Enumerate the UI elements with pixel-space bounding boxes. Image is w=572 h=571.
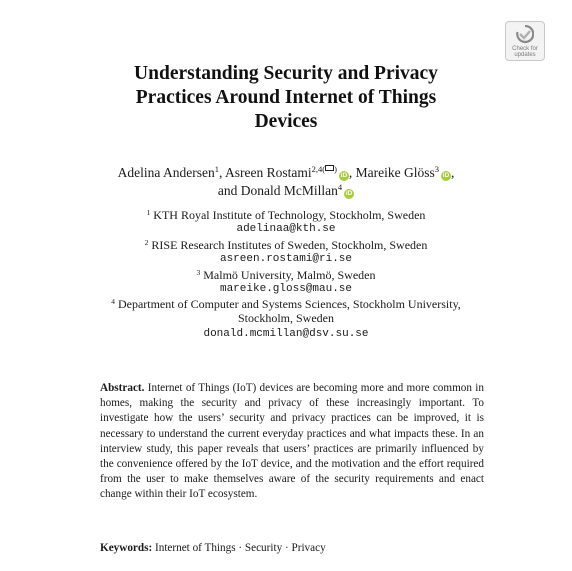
check-for-updates-badge[interactable] xyxy=(505,21,545,61)
abstract-label: Abstract. xyxy=(100,382,145,394)
orcid-icon[interactable]: iD xyxy=(442,172,450,179)
author-sup: 3 xyxy=(434,164,440,174)
email[interactable]: donald.mcmillan@dsv.su.se xyxy=(203,328,369,340)
orcid-icon[interactable]: iD xyxy=(340,172,348,179)
title-line-2: Practices Around Internet of Things xyxy=(135,87,437,108)
author-sup: 4 xyxy=(337,182,343,192)
envelope-icon[interactable] xyxy=(325,165,334,171)
author-sup: 2,4( xyxy=(311,164,326,174)
author-name: Asreen Rostami xyxy=(224,165,312,180)
email[interactable]: mareike.gloss@mau.se xyxy=(219,283,353,295)
orcid-icon[interactable]: iD xyxy=(345,190,353,197)
email[interactable]: asreen.rostami@ri.se xyxy=(219,253,353,265)
affiliation-4: $^4$ Department of Computer and Systems Sciences, Stockholm University, Stockholm, Sweden donald.mcmillan@dsv.su.se xyxy=(0,297,572,341)
paper-title xyxy=(0,62,572,134)
abstract-text: Internet of Things (IoT) devices are becoming more and more common in homes, making the security and privacy of these increasingly important. To investigate how the users’ security and privacy practices can be improved, it is necessary to understand the current everyday practices and what impacts these. In an interview study, this paper reveals that users’ practices are primarily influenced by the convenience offered by the IoT device, and the motivation and the effort required from the user to make themselves aware of the security requirements and enact change within their IoT ecosystem. xyxy=(100,382,484,501)
badge-label: Check for updates xyxy=(512,46,538,58)
email[interactable]: adelinaa@kth.se xyxy=(236,223,336,235)
title-line-3: Devices xyxy=(254,111,318,132)
keywords-label: Keywords: xyxy=(100,542,153,554)
check-for-updates-icon xyxy=(516,25,534,45)
author-name: Mareike Glöss xyxy=(355,165,435,180)
keywords-text: Internet of Things · Security · Privacy xyxy=(155,542,326,554)
affiliation-2: $^2$ RISE Research Institutes of Sweden, Stockholm, Sweden asreen.rostami@ri.se xyxy=(0,238,572,266)
author-sup: 1 xyxy=(214,164,219,174)
author-name: Adelina Andersen xyxy=(117,165,215,180)
title-line-1: Understanding Security and Privacy xyxy=(134,63,438,84)
keywords xyxy=(100,541,326,555)
author-name: Donald McMillan xyxy=(240,183,338,198)
affiliation-3: $^3$ Malmö University, Malmö, Sweden mareike.gloss@mau.se xyxy=(0,268,572,296)
author-list: Adelina Andersen$^1$, Asreen Rostami$^{2,4( )}$iD , Mareike Glöss$^3$iD , and Donald McMillan$^4$iD xyxy=(117,164,455,198)
abstract xyxy=(100,381,484,503)
affiliation-1: $^1$ KTH Royal Institute of Technology, Stockholm, Sweden adelinaa@kth.se xyxy=(0,208,572,236)
